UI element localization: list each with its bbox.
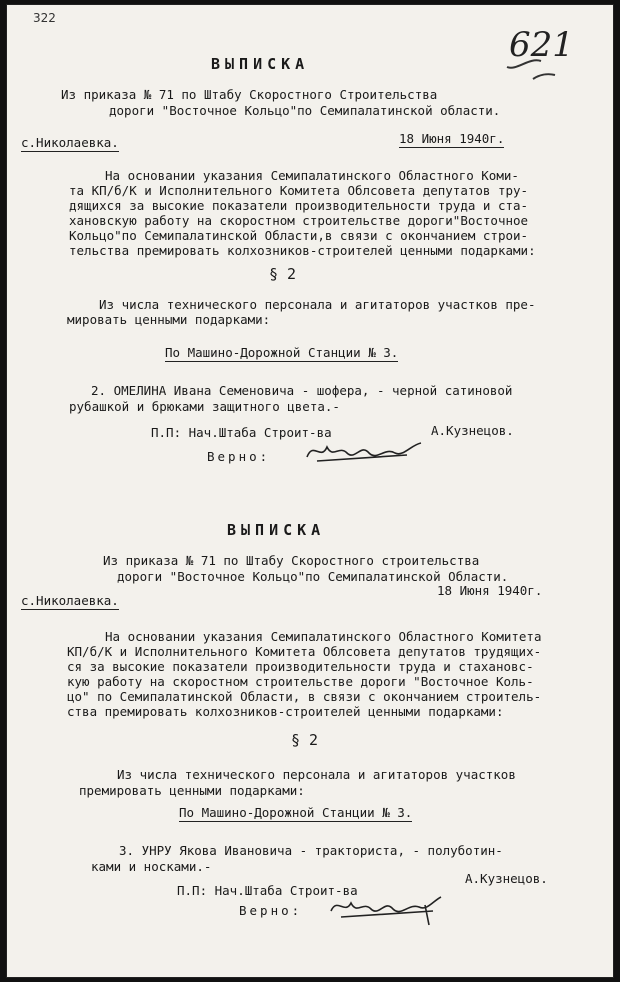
document-page: [6, 4, 614, 978]
paragraph-line: цо" по Семипалатинской Области, в связи с окончанием строитель-: [67, 689, 542, 704]
date: 18 Июня 1940г.: [399, 131, 505, 146]
order-line: Из приказа № 71 по Штабу Скоростного Строительства: [61, 87, 438, 102]
section-mark: § 2: [291, 731, 319, 749]
paragraph-line: тельства премировать колхозников-строителей ценными подарками:: [69, 243, 536, 258]
page-number: 621: [509, 25, 574, 65]
paragraph-line: ства премировать колхозников-строителей ценными подарками:: [67, 704, 504, 719]
station-heading: По Машино-Дорожной Станции № 3.: [165, 345, 399, 360]
verifier-signature: [325, 889, 449, 929]
paragraph-line: мировать ценными подарками:: [67, 312, 271, 327]
paragraph-line: Кольцо"по Семипалатинской Области,в связи с окончанием строи-: [69, 228, 529, 243]
signer-name: А.Кузнецов.: [465, 871, 548, 886]
extract-title: ВЫПИСКА: [227, 521, 326, 539]
verified-label: Верно:: [207, 449, 271, 464]
paragraph-line: хановскую работу на скоростном строительстве дороги"Восточное: [69, 213, 529, 228]
place: с.Николаевка.: [21, 135, 119, 150]
award-line: 3. УНРУ Якова Ивановича - тракториста, - полуботин-: [119, 843, 503, 858]
award-line: рубашкой и брюками защитного цвета.-: [69, 399, 340, 414]
paragraph-line: дящихся за высокие показатели производительности труда и ста-: [69, 198, 529, 213]
order-line: дороги "Восточное Кольцо"по Семипалатинской Области.: [117, 569, 509, 584]
paragraph-line: Из числа технического персонала и агитаторов участков пре-: [99, 297, 536, 312]
extract-title: ВЫПИСКА: [211, 55, 310, 73]
paragraph-line: премировать ценными подарками:: [79, 783, 305, 798]
section-mark: § 2: [269, 265, 297, 283]
award-line: ками и носками.-: [91, 859, 212, 874]
paragraph-line: кую работу на скоростном строительстве дороги "Восточное Коль-: [67, 674, 534, 689]
archive-reference: 322: [33, 11, 56, 25]
award-line: 2. ОМЕЛИНА Ивана Семеновича - шофера, - черной сатиновой: [91, 383, 513, 398]
verifier-signature: [303, 435, 427, 469]
place: с.Николаевка.: [21, 593, 119, 608]
order-line: дороги "Восточное Кольцо"по Семипалатинской области.: [109, 103, 501, 118]
paragraph-line: На основании указания Семипалатинского Областного Коми-: [105, 168, 519, 183]
paragraph-line: На основании указания Семипалатинского Областного Комитета: [105, 629, 542, 644]
date: 18 Июня 1940г.: [437, 583, 543, 598]
paragraph-line: та КП/б/К и Исполнительного Комитета Облсовета депутатов тру-: [69, 183, 529, 198]
paragraph-line: КП/б/К и Исполнительного Комитета Облсовета депутатов трудящих-: [67, 644, 542, 659]
paragraph-line: ся за высокие показатели производительности труда и стахановс-: [67, 659, 534, 674]
signed-by: П.П: Нач.Штаба Строит-ва: [177, 883, 358, 898]
signer-name: А.Кузнецов.: [431, 423, 514, 438]
order-line: Из приказа № 71 по Штабу Скоростного строительства: [103, 553, 480, 568]
verified-label: Верно:: [239, 903, 303, 918]
paragraph-line: Из числа технического персонала и агитаторов участков: [117, 767, 516, 782]
station-heading: По Машино-Дорожной Станции № 3.: [179, 805, 413, 820]
signed-by: П.П: Нач.Штаба Строит-ва: [151, 425, 332, 440]
